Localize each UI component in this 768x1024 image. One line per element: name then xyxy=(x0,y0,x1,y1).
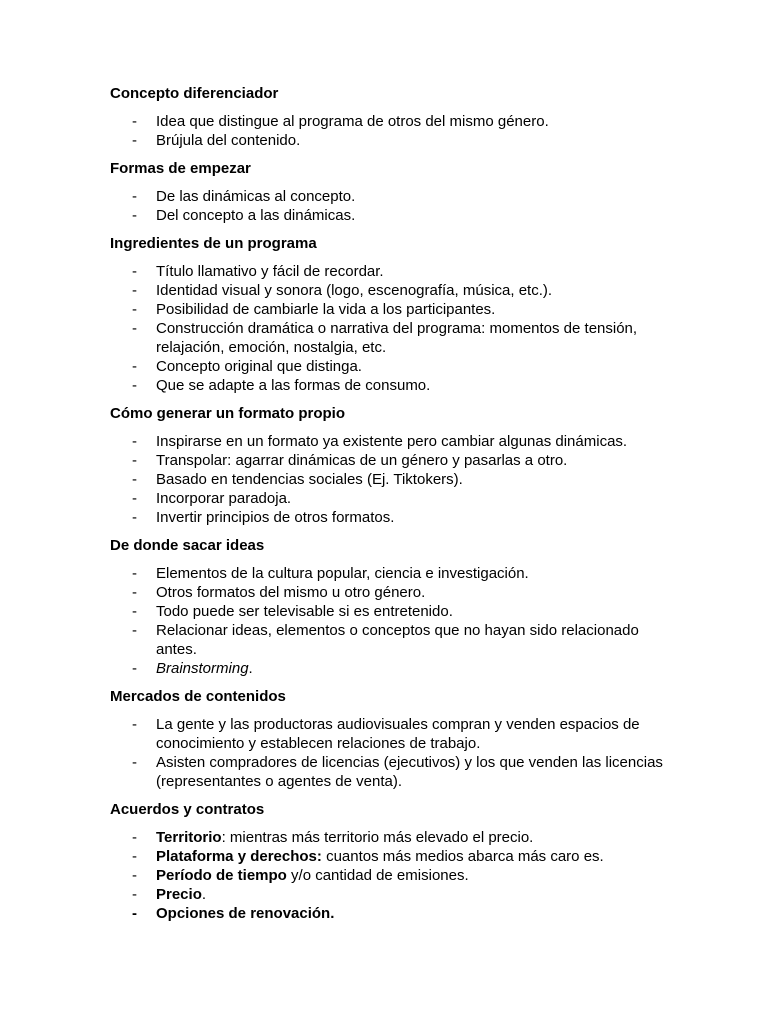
list-item xyxy=(110,319,670,357)
section-heading: Concepto diferenciador xyxy=(110,85,279,102)
section xyxy=(110,84,670,150)
bullet-dash: - xyxy=(132,282,137,299)
bullet-list xyxy=(110,828,670,923)
bullet-dash: - xyxy=(132,848,137,865)
section xyxy=(110,800,670,923)
bullet-dash: - xyxy=(132,132,137,149)
list-item-text: Incorporar paradoja. xyxy=(156,490,292,507)
bullet-list xyxy=(110,715,670,791)
list-item xyxy=(110,659,670,678)
document-body xyxy=(110,84,670,932)
list-item-text: Brainstorming xyxy=(156,660,249,677)
list-item-text: De las dinámicas al concepto. xyxy=(156,188,356,205)
list-item-text: Invertir principios de otros formatos. xyxy=(156,509,395,526)
list-item-text: Elementos de la cultura popular, ciencia e investigación. xyxy=(156,565,529,582)
list-item xyxy=(110,281,670,300)
bullet-dash: - xyxy=(132,565,137,582)
list-item-text: Inspirarse en un formato ya existente pero cambiar algunas dinámicas. xyxy=(156,433,628,450)
bullet-dash: - xyxy=(132,490,137,507)
section-heading: Cómo generar un formato propio xyxy=(110,405,346,422)
list-item xyxy=(110,262,670,281)
bullet-dash: - xyxy=(132,622,137,639)
bullet-dash: - xyxy=(132,660,137,677)
list-item xyxy=(110,357,670,376)
list-item xyxy=(110,376,670,395)
list-item-text: Opciones de renovación. xyxy=(156,905,335,922)
list-item xyxy=(110,602,670,621)
bullet-dash: - xyxy=(132,358,137,375)
list-item xyxy=(110,206,670,225)
list-item xyxy=(110,847,670,866)
list-item-text: Territorio xyxy=(156,829,222,846)
list-item-text: Otros formatos del mismo u otro género. xyxy=(156,584,426,601)
list-item-text: Concepto original que distinga. xyxy=(156,358,362,375)
bullet-list xyxy=(110,564,670,678)
section xyxy=(110,536,670,678)
list-item xyxy=(110,187,670,206)
list-item xyxy=(110,508,670,527)
section-heading: Ingredientes de un programa xyxy=(110,235,317,252)
bullet-dash: - xyxy=(132,509,137,526)
list-item-text: Brújula del contenido. xyxy=(156,132,301,149)
list-item xyxy=(110,470,670,489)
list-item xyxy=(110,300,670,319)
list-item-text: Identidad visual y sonora (logo, escenografía, música, etc.). xyxy=(156,282,553,299)
list-item-text: cuantos más medios abarca más caro es. xyxy=(321,848,604,865)
list-item xyxy=(110,753,670,791)
bullet-list xyxy=(110,187,670,225)
list-item-text: Todo puede ser televisable si es entretenido. xyxy=(156,603,453,620)
list-item-text: : mientras más territorio más elevado el precio. xyxy=(221,829,534,846)
list-item-text: Que se adapte a las formas de consumo. xyxy=(156,377,431,394)
list-item-text: Idea que distingue al programa de otros del mismo género. xyxy=(156,113,549,130)
list-item-text: . xyxy=(201,886,207,903)
bullet-dash: - xyxy=(132,471,137,488)
bullet-dash: - xyxy=(132,867,137,884)
bullet-dash: - xyxy=(132,584,137,601)
bullet-dash: - xyxy=(132,452,137,469)
bullet-list xyxy=(110,432,670,527)
list-item xyxy=(110,866,670,885)
bullet-dash: - xyxy=(132,377,137,394)
list-item-text: Posibilidad de cambiarle la vida a los participantes. xyxy=(156,301,496,318)
bullet-dash: - xyxy=(132,207,137,224)
list-item-text: La gente y las productoras audiovisuales compran y venden espacios de conocimiento y establecen relaciones de trabajo. xyxy=(156,716,640,752)
section xyxy=(110,404,670,527)
list-item xyxy=(110,885,670,904)
bullet-dash: - xyxy=(132,433,137,450)
bullet-dash: - xyxy=(132,301,137,318)
bullet-list xyxy=(110,262,670,395)
section-heading: Acuerdos y contratos xyxy=(110,801,265,818)
list-item xyxy=(110,451,670,470)
section xyxy=(110,687,670,791)
bullet-dash: - xyxy=(132,905,137,922)
list-item xyxy=(110,904,670,923)
list-item xyxy=(110,432,670,451)
list-item-text: Construcción dramática o narrativa del programa: momentos de tensión, relajación, emoción, nostalgia, etc. xyxy=(156,320,638,356)
list-item-text: Transpolar: agarrar dinámicas de un género y pasarlas a otro. xyxy=(156,452,568,469)
section xyxy=(110,234,670,395)
list-item xyxy=(110,131,670,150)
bullet-dash: - xyxy=(132,188,137,205)
list-item-text: Del concepto a las dinámicas. xyxy=(156,207,356,224)
bullet-list xyxy=(110,112,670,150)
list-item-text: Basado en tendencias sociales (Ej. Tiktokers). xyxy=(156,471,463,488)
list-item-text: . xyxy=(248,660,253,677)
bullet-dash: - xyxy=(132,263,137,280)
list-item-text: Relacionar ideas, elementos o conceptos que no hayan sido relacionado antes. xyxy=(156,622,639,658)
list-item xyxy=(110,621,670,659)
bullet-dash: - xyxy=(132,320,137,337)
bullet-dash: - xyxy=(132,113,137,130)
list-item-text: Período de tiempo xyxy=(156,867,287,884)
section-heading: Mercados de contenidos xyxy=(110,688,286,705)
list-item xyxy=(110,715,670,753)
bullet-dash: - xyxy=(132,603,137,620)
section xyxy=(110,159,670,225)
list-item-text: Precio xyxy=(156,886,202,903)
list-item-text: Plataforma y derechos: xyxy=(156,848,322,865)
list-item-text: y/o cantidad de emisiones. xyxy=(286,867,469,884)
list-item xyxy=(110,564,670,583)
list-item-text: Asisten compradores de licencias (ejecutivos) y los que venden las licencias (representantes o agentes de venta). xyxy=(156,754,663,790)
list-item-text: Título llamativo y fácil de recordar. xyxy=(156,263,384,280)
section-heading: De donde sacar ideas xyxy=(110,537,265,554)
list-item xyxy=(110,583,670,602)
bullet-dash: - xyxy=(132,886,137,903)
bullet-dash: - xyxy=(132,829,137,846)
bullet-dash: - xyxy=(132,754,137,771)
list-item xyxy=(110,489,670,508)
bullet-dash: - xyxy=(132,716,137,733)
list-item xyxy=(110,112,670,131)
list-item xyxy=(110,828,670,847)
section-heading: Formas de empezar xyxy=(110,160,251,177)
